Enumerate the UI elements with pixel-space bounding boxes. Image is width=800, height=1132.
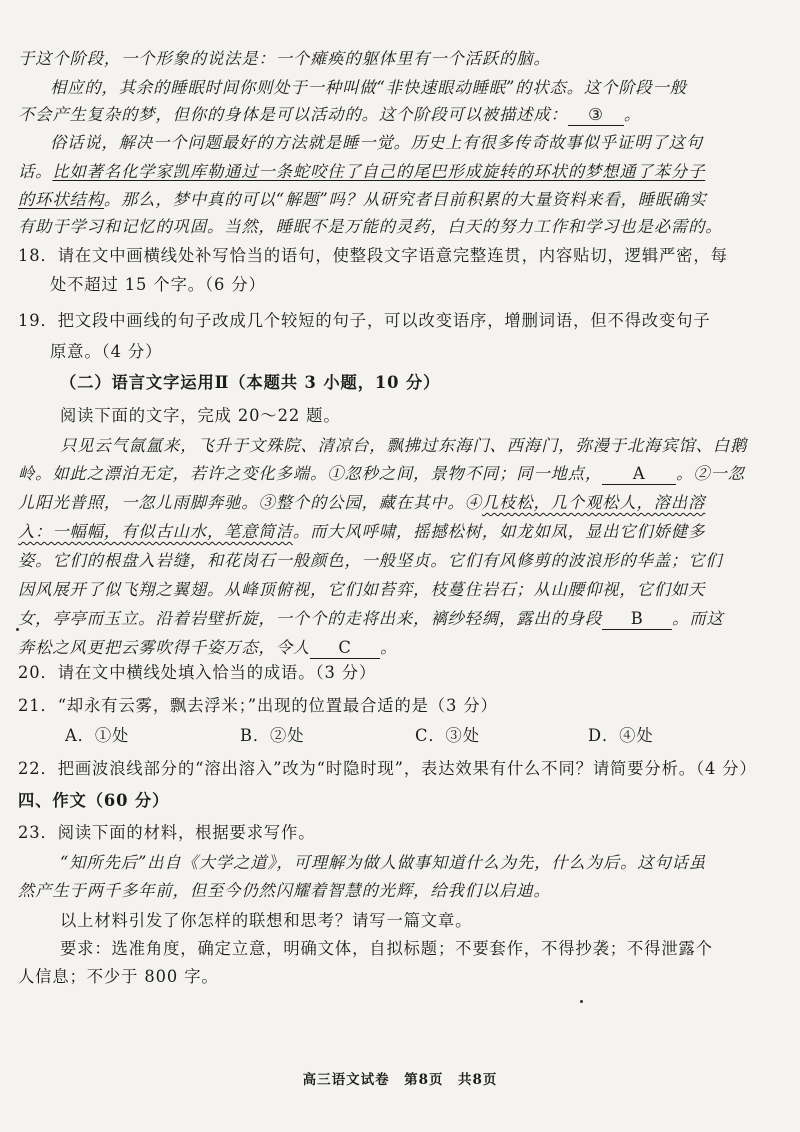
passage-line <box>18 104 641 126</box>
passage-text: 。 <box>623 105 641 124</box>
wavy-phrase: 入：一幅幅，有似古山水，笔意简洁 <box>18 522 293 541</box>
passage2-text: 女，亭亭而玉立。沿着岩壁折旋，一个个的走将出来，褵纱轻绸，露出的身段 <box>18 609 603 628</box>
passage2-line <box>18 521 705 543</box>
passage-line: 相应的，其余的睡眠时间你则处于一种叫做“非快速眼动睡眠”的状态。这个阶段一般 <box>50 78 687 97</box>
requirements-line: 要求：选准角度，确定立意，明确文体，自拟标题；不要套作，不得抄袭；不得泄露个 <box>60 939 713 958</box>
passage-line: 于这个阶段，一个形象的说法是：一个瘫痪的躯体里有一个活跃的脑。 <box>18 49 551 68</box>
section-2-heading: （二）语言文字运用Ⅱ（本题共 3 小题，10 分） <box>60 373 441 392</box>
underlined-sentence: 的环状结构 <box>18 190 104 209</box>
scan-speck <box>16 628 19 631</box>
question-20: 20．请在文中横线处填入恰当的成语。（3 分） <box>18 663 377 682</box>
passage2-line <box>18 463 745 485</box>
passage-text: 话。 <box>18 162 53 181</box>
passage2-text: 奔松之风更把云雾吹得千姿万态，令人 <box>18 638 311 657</box>
passage2-text: 。而这 <box>672 609 724 628</box>
passage-line: 俗话说，解决一个问题最好的方法就是睡一觉。历史上有很多传奇故事似乎证明了这句 <box>50 133 703 152</box>
option-d: D．④处 <box>588 726 654 745</box>
blank-c: C <box>310 638 380 659</box>
wavy-phrase: 几枝松，几个观松人，溶出溶 <box>481 493 706 512</box>
blank-b: B <box>602 609 672 630</box>
question-18: 18．请在文中画横线处补写恰当的语句，使整段文字语意完整连贯，内容贴切，逻辑严密，每 <box>18 246 728 265</box>
section-4-heading: 四、作文（60 分） <box>18 791 170 810</box>
question-22: 22．把画波浪线部分的“溶出溶入”改为“时隐时现”，表达效果有什么不同？请简要分析。（4 分） <box>18 759 757 778</box>
question-18-cont: 处不超过 15 个字。（6 分） <box>50 275 266 294</box>
option-b: B．②处 <box>240 726 305 745</box>
blank-a: A <box>602 464 676 485</box>
question-19: 19．把文段中画线的句子改成几个较短的句子，可以改变语序，增删词语，但不得改变句子 <box>18 311 711 330</box>
passage2-text: 。 <box>380 638 398 657</box>
underlined-sentence: 比如著名化学家凯库勒通过一条蛇咬住了自己的尾巴形成旋转的环状的梦想通了苯分子 <box>52 162 706 181</box>
passage2-text: 。而大风呼啸，摇撼松树，如龙如凤，显出它们娇健多 <box>292 522 706 541</box>
passage2-line: 因风展开了似飞翔之翼翅。从峰顶俯视，它们如苔弈，枝蔓住岩石；从山腰仰视，它们如天 <box>18 580 706 599</box>
passage-text: 。那么，梦中真的可以“解题”吗？从研究者目前积累的大量资料来看，睡眠确实 <box>103 190 707 209</box>
question-23: 23．阅读下面的材料，根据要求写作。 <box>18 823 316 842</box>
passage2-line: 只见云气氤氲来，飞升于文殊院、清凉台，飘拂过东海门、西海门，弥漫于北海宾馆、白鹅 <box>60 436 748 455</box>
question-19-cont: 原意。（4 分） <box>50 342 163 361</box>
prompt-line: 以上材料引发了你怎样的联想和思考？请写一篇文章。 <box>60 911 473 930</box>
passage2-line <box>18 492 705 514</box>
question-21: 21．“却永有云雾，飘去浮米；”出现的位置最合适的是（3 分） <box>18 696 498 715</box>
passage-text: 不会产生复杂的梦，但你的身体是可以活动的。这个阶段可以被描述成： <box>18 105 568 124</box>
page-footer: 高三语文试卷 第8页 共8页 <box>302 1072 498 1088</box>
material-line: 然产生于两千多年前，但至今仍然闪耀着智慧的光辉，给我们以启迪。 <box>18 881 551 900</box>
passage2-text: 儿阳光普照，一忽儿雨脚奔驰。③整个的公园，藏在其中。④ <box>18 493 482 512</box>
passage2-text: 。②一忽 <box>676 464 745 483</box>
passage-line: 有助于学习和记忆的巩固。当然，睡眠不是万能的灵药，白天的努力工作和学习也是必需的。 <box>18 217 723 236</box>
requirements-line: 人信息；不少于 800 字。 <box>18 967 219 986</box>
passage2-text: 岭。如此之漂泊无定，若许之变化多端。①忽秒之间，景物不同；同一地点， <box>18 464 603 483</box>
passage-line <box>18 161 705 183</box>
passage2-line <box>18 608 724 630</box>
blank-3: ③ <box>568 105 624 126</box>
option-c: C．③处 <box>415 726 480 745</box>
reading-instruction: 阅读下面的文字，完成 20～22 题。 <box>60 406 341 425</box>
passage2-line <box>18 637 397 659</box>
scan-speck <box>580 1000 583 1003</box>
passage-line <box>18 189 707 211</box>
option-a: A．①处 <box>65 726 130 745</box>
passage2-line: 姿。它们的根盘入岩缝，和花岗石一般颜色，一般坚贞。它们有风修剪的波浪形的华盖；它们 <box>18 551 723 570</box>
material-line: “知所先后”出自《大学之道》，可理解为做人做事知道什么为先，什么为后。这句话虽 <box>60 853 707 872</box>
